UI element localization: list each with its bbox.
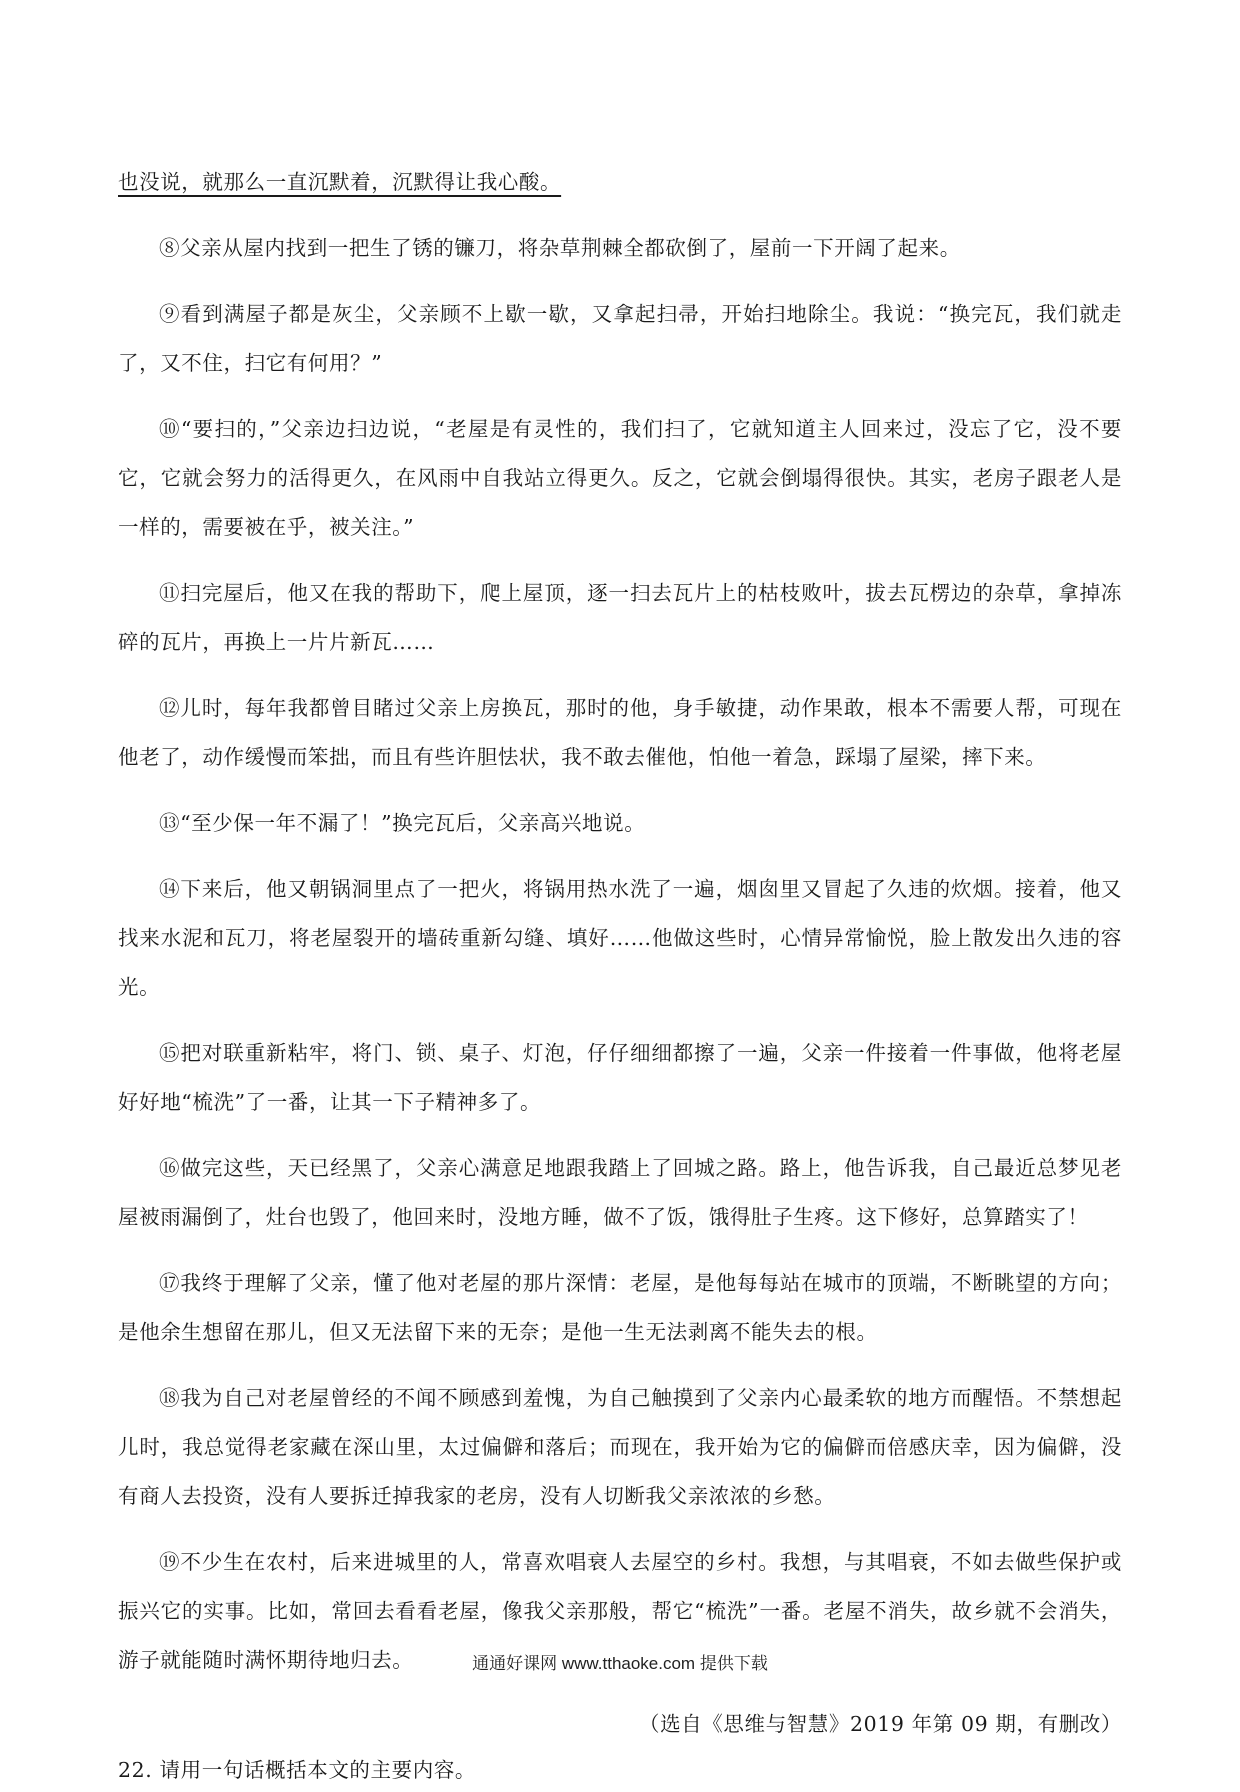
continuation-line	[118, 158, 1122, 207]
article-body	[118, 158, 1122, 1792]
page-footer: 通通好课网 www.tthaoke.com 提供下载	[472, 1654, 768, 1673]
paragraph-13: ⑬“至少保一年不漏了！”换完瓦后，父亲高兴地说。	[159, 811, 646, 835]
paragraph-12: ⑫儿时，每年我都曾目睹过父亲上房换瓦，那时的他，身手敏捷，动作果敢，根本不需要人帮，可现在他老了，动作缓慢而笨拙，而且有些许胆怯状，我不敢去催他，怕他一着急，踩塌了屋梁，摔下来。	[118, 696, 1122, 769]
paragraph-17: ⑰我终于理解了父亲，懂了他对老屋的那片深情：老屋，是他每每站在城市的顶端，不断眺望的方向；是他余生想留在那儿，但又无法留下来的无奈；是他一生无法剥离不能失去的根。	[118, 1271, 1122, 1344]
paragraph-16: ⑯做完这些，天已经黑了，父亲心满意足地跟我踏上了回城之路。路上，他告诉我，自己最近总梦见老屋被雨漏倒了，灶台也毁了，他回来时，没地方睡，做不了饭，饿得肚子生疼。这下修好，总算踏实了！	[118, 1156, 1122, 1229]
paragraph-15: ⑮把对联重新粘牢，将门、锁、桌子、灯泡，仔仔细细都擦了一遍，父亲一件接着一件事做，他将老屋好好地“梳洗”了一番，让其一下子精神多了。	[118, 1041, 1122, 1114]
paragraph-11: ⑪扫完屋后，他又在我的帮助下，爬上屋顶，逐一扫去瓦片上的枯枝败叶，拔去瓦楞边的杂草，拿掉冻碎的瓦片，再换上一片片新瓦……	[118, 581, 1122, 654]
paragraph-9: ⑨看到满屋子都是灰尘，父亲顾不上歇一歇，又拿起扫帚，开始扫地除尘。我说：“换完瓦，我们就走了，又不住，扫它有何用？”	[118, 302, 1122, 375]
paragraph-18: ⑱我为自己对老屋曾经的不闻不顾感到羞愧，为自己触摸到了父亲内心最柔软的地方而醒悟。不禁想起儿时，我总觉得老家藏在深山里，太过偏僻和落后；而现在，我开始为它的偏僻而倍感庆幸，因为偏僻，没有商人去投资，没有人要拆迁掉我家的老房，没有人切断我父亲浓浓的乡愁。	[118, 1386, 1122, 1508]
paragraph-10: ⑩“要扫的，”父亲边扫边说，“老屋是有灵性的，我们扫了，它就知道主人回来过，没忘了它，没不要它，它就会努力的活得更久，在风雨中自我站立得更久。反之，它就会倒塌得很快。其实，老房子跟老人是一样的，需要被在乎，被关注。”	[118, 417, 1122, 539]
underlined-sentence: 也没说，就那么一直沉默着，沉默得让我心酸。	[118, 170, 562, 194]
paragraph-14: ⑭下来后，他又朝锅洞里点了一把火，将锅用热水洗了一遍，烟囱里又冒起了久违的炊烟。接着，他又找来水泥和瓦刀，将老屋裂开的墙砖重新勾缝、填好……他做这些时，心情异常愉悦，脸上散发出久违的容光。	[118, 877, 1122, 999]
paragraph-8: ⑧父亲从屋内找到一把生了锈的镰刀，将杂草荆棘全都砍倒了，屋前一下开阔了起来。	[159, 236, 961, 260]
question-22: 22. 请用一句话概括本文的主要内容。	[118, 1758, 477, 1782]
source-citation: （选自《思维与智慧》2019 年第 09 期，有删改）	[638, 1712, 1122, 1736]
paragraph-19: ⑲不少生在农村，后来进城里的人，常喜欢唱衰人去屋空的乡村。我想，与其唱衰，不如去做些保护或振兴它的实事。比如，常回去看看老屋，像我父亲那般，帮它“梳洗”一番。老屋不消失，故乡就不会消失，游子就能随时满怀期待地归去。	[118, 1550, 1122, 1672]
